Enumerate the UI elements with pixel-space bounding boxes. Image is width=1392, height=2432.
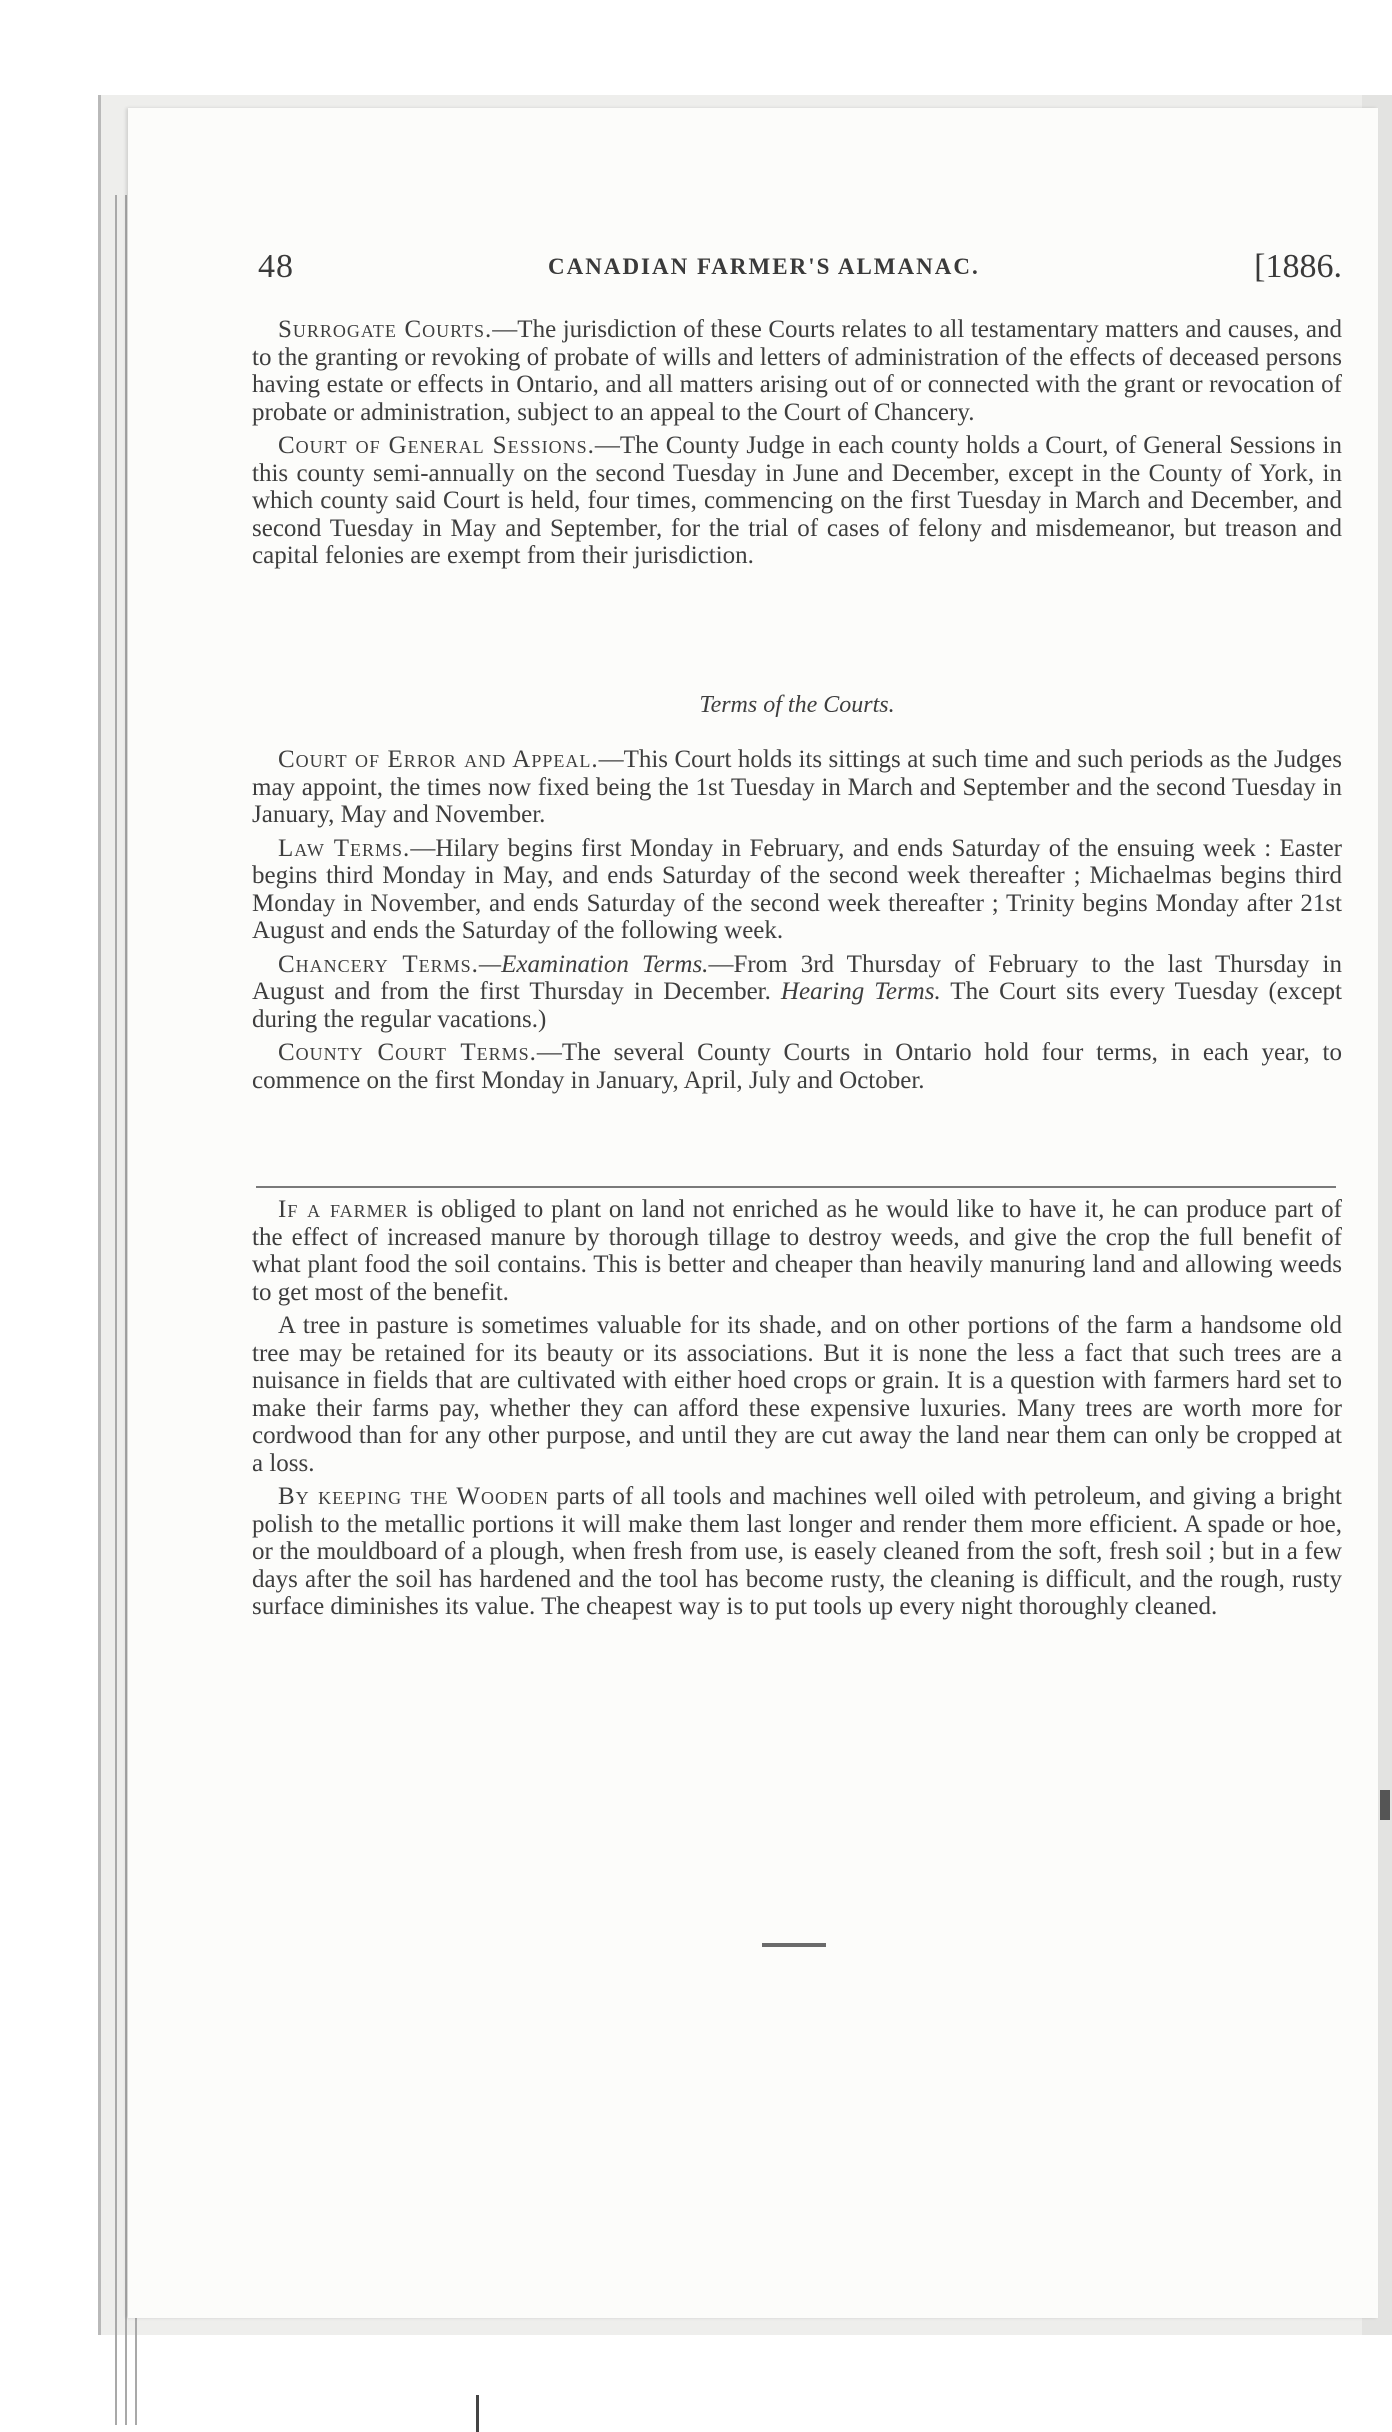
paragraph-trees [252,1312,1342,1477]
paragraph-lead: County Court Terms. [278,1039,537,1066]
paragraph-text: —The jurisdiction of these Courts relates to all testamentary matters and causes, and to the granting or revoking of probate of wills and letters of administration of the effects of deceased persons having estate or effects in Ontario, and all matters arising out of or connected with the grant or revocation of probate or administration, subject to an appeal to the Court of Chancery. [252,316,1342,426]
paragraph-lead: If a farmer [278,1196,409,1223]
paragraph-lead: By keeping the Wooden [278,1483,549,1510]
paragraph-lead: Court of General Sessions. [278,432,595,459]
paragraph-italic: Hearing Terms. [780,978,941,1005]
paragraph-text: —From 3rd Thursday of February to the last Thursday in August and from the first Thursday in December. [252,950,1342,1005]
paragraph-text: A tree in pasture is sometimes valuable for its shade, and on other portions of the farm a handsome old tree may be retained for its beauty or its associations. But it is none the less a fact that such trees are a nuisance in fields that are cultivated with either hoed crops or grain. It is a question with farmers hard set to make their farms pay, whether they can afford these expensive luxuries. Many trees are worth more for cordwood than for any other purpose, and until they are cut away the land near them can only be cropped at a loss. [252,1312,1342,1477]
paragraph-chancery-terms [252,951,1342,1034]
end-ornament [762,1943,826,1947]
running-header [258,248,1342,296]
paragraph-tools [252,1483,1342,1621]
paragraph-italic: —Examination Terms. [478,950,709,978]
paragraph-law-terms [252,835,1342,945]
paragraph-text: The Court sits every Tuesday (except during the regular vacations.) [252,978,1342,1033]
paragraph-text: —Hilary begins first Monday in February, and ends Saturday of the ensuing week : Easter begins third Monday in May, and ends Saturday of the second week thereafter ; Michaelmas begins third Monday in November, and ends Saturday of the second week thereafter ; Trinity begins Monday after 21st August and ends the Saturday of the following week. [252,834,1343,944]
divider-rule [256,1186,1336,1188]
paragraph-tillage [252,1196,1342,1306]
page-number: 48 [258,248,294,285]
farming-notes-section [252,1196,1342,1627]
paragraph-text: —The several County Courts in Ontario hold four terms, in each year, to commence on the first Monday in January, April, July and October. [252,1039,1342,1094]
page-edge-line [125,195,127,2425]
terms-heading: Terms of the Courts. [699,692,895,718]
courts-section [252,316,1342,576]
scan-margin-mark [476,2395,479,2432]
paragraph-text: —This Court holds its sittings at such time and such periods as the Judges may appoint, the times now fixed being the 1st Tuesday in March and September and the second Tuesday in January, May and November. [252,746,1342,828]
paragraph-county-court [252,1039,1342,1094]
paragraph-error-appeal [252,746,1342,829]
paragraph-lead: Law Terms. [278,834,411,862]
paragraph-lead: Court of Error and Appeal. [278,746,599,773]
page-edge-line [115,195,117,2425]
paragraph-general-sessions [252,432,1342,570]
paragraph-text: parts of all tools and machines well oiled with petroleum, and giving a bright polish to the metallic portions it will make them last longer and render them more efficient. A spade or hoe, or the mouldboard of a plough, when fresh from use, is easely cleaned from the soft, fresh soil ; but in a few days after the soil has hardened and the tool has become rusty, the cleaning is difficult, and the rough, rusty surface diminishes its value. The cheapest way is to put tools up every night thoroughly cleaned. [252,1483,1343,1620]
facing-page-mark [1380,1790,1390,1820]
paragraph-lead: Surrogate Courts. [278,316,493,343]
paragraph-text: is obliged to plant on land not enriched as he would like to have it, he can produce part of the effect of increased manure by thorough tillage to destroy weeds, and give the crop the full benefit of what plant food the soil contains. This is better and cheaper than heavily manuring land and allowing weeds to get most of the benefit. [252,1196,1342,1306]
paragraph-lead: Chancery Terms. [278,950,479,978]
running-title: CANADIAN FARMER'S ALMANAC. [548,254,980,279]
paragraph-text: —The County Judge in each county holds a Court, of General Sessions in this county semi-annually on the second Tuesday in June and December, except in the County of York, in which county said Court is held, four times, commencing on the first Tuesday in March and December, and second Tuesday in May and September, for the trial of cases of felony and misdemeanor, but treason and capital felonies are exempt from their jurisdiction. [252,432,1342,569]
header-year: [1886. [1254,248,1342,285]
terms-section [252,746,1342,1100]
paragraph-surrogate-courts [252,316,1342,426]
